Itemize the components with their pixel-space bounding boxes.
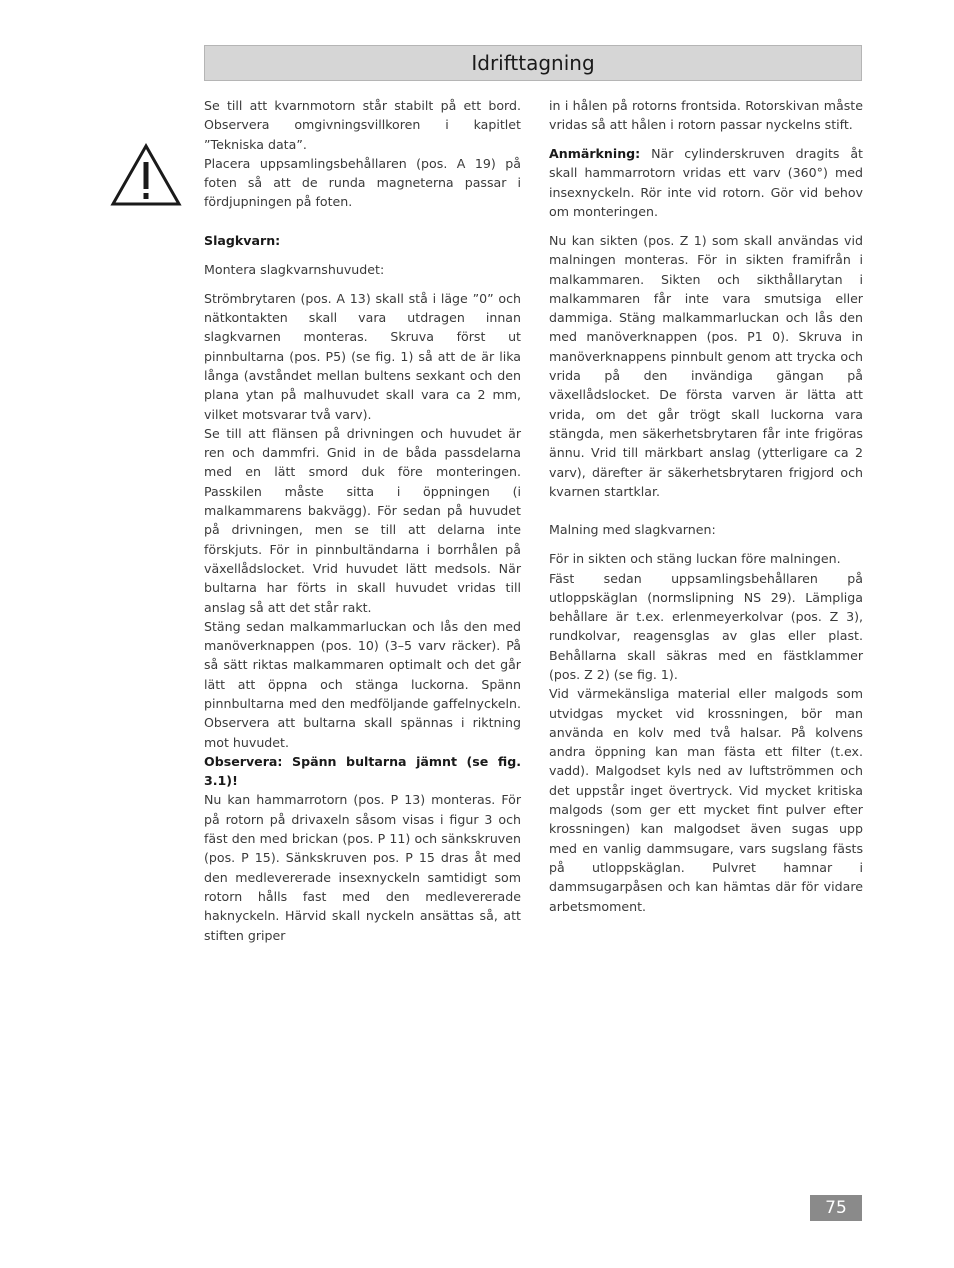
body-paragraph: Stäng sedan malkammarluckan och lås den med manöverknappen (pos. 10) (3–5 varv räcker). På så sätt riktas malkammaren optimalt och det går lätt att öppna och stänga luckorna. Spänn pinnbultarna med den medföljande gaffelnyckeln. Observera att bultarna skall spännas i riktning mot huvudet.: [204, 618, 521, 750]
warning-triangle-icon: [110, 142, 182, 208]
left-column: [204, 96, 521, 945]
intro-paragraph: Placera uppsamlingsbehållaren (pos. A 19) på foten så att de runda magneterna passar i fördjupningen på foten.: [204, 155, 521, 210]
section-heading-slagkvarn: Slagkvarn:: [204, 232, 281, 248]
anmarkning-label: Anmärkning:: [549, 146, 641, 162]
anmarkning-text: När cylinderskruven dragits åt skall hammarrotorn vridas ett varv (360°) med insexnyckeln. Rör inte vid rotorn. Gör vid behov om monteringen.: [549, 146, 863, 220]
intro-paragraph: Se till att kvarnmotorn står stabilt på ett bord. Observera omgivningsvillkoren i kapitlet ”Tekniska data”.: [204, 98, 521, 152]
body-paragraph: Se till att flänsen på drivningen och huvudet är ren och dammfri. Gnid in de båda passdelarna med en lätt smord duk före monteringen. Passkilen måste sitta i öppningen (i malkammarens bakvägg). För sedan på huvudet på drivningen, men se till att delarna inte förskjuts. För in pinnbultändarna i borrhålen på växellådslocket. Vrid huvudet lätt medsols. När bultarna har förts in skall huvudet vridas till anslag så att det står rakt.: [204, 425, 521, 615]
page-title: Idrifttagning: [471, 51, 595, 75]
body-paragraph: Nu kan hammarrotorn (pos. P 13) monteras. För på rotorn på drivaxeln såsom visas i figur 3 och fäst den med brickan (pos. P 11) och sänkskruven (pos. P 15). Sänkskruven pos. P 15 dras åt med den medlevererade insexnyckeln samtidigt som rotorn hålls fast med den medlevererade haknyckeln. Härvid skall nyckeln ansättas så, att stiften griper: [204, 792, 521, 943]
continuation-paragraph: in i hålen på rotorns frontsida. Rotorskivan måste vridas så att hålen i rotorn passar nyckelns stift.: [549, 98, 863, 133]
subheading-malning: Malning med slagkvarnen:: [549, 522, 716, 538]
body-paragraph: Vid värmekänsliga material eller malgods som utvidgas mycket vid krossningen, bör man använda en kolv med två halsar. På kolvens andra öppning kan man fästa ett filter (t.ex. vadd). Malgodset kyls ned av luftströmmen och det uppstår inget övertryck. Vid mycket kritiska malgods (som ger ett mycket fint pulver efter krossningen) kan malgodset även sugas upp med en vanlig dammsugare, vars sugslang fästs på utloppskäglan. Pulvret hamnar i dammsugarpåsen och kan hämtas där för vidare arbetsmoment.: [549, 686, 863, 914]
body-paragraph: Fäst sedan uppsamlingsbehållaren på utloppskäglan (normslipning NS 29). Lämpliga behållare är t.ex. erlenmeyerkolvar (pos. Z 3), rundkolvar, reagensglas av glas eller plast. Behållarna skall säkras med en fästklammer (pos. Z 2) (se fig. 1).: [549, 570, 863, 682]
anmarkning-paragraph: [549, 144, 863, 221]
section-header: [204, 45, 862, 81]
subheading-montera: Montera slagkvarnshuvudet:: [204, 261, 385, 277]
body-paragraph: Strömbrytaren (pos. A 13) skall stå i läge ”0” och nätkontakten skall vara utdragen innan slagkvarnen monteras. Skruva först ut pinnbultarna (pos. P5) (se fig. 1) så att de är lika långa (avståndet mellan bultens sexkant och den plana ytan på malhuvudet skall vara ca 2 mm, vilket motsvarar två varv).: [204, 290, 521, 422]
sikten-paragraph: Nu kan sikten (pos. Z 1) som skall användas vid malningen monteras. För in sikten framifrån i malkammaren. Sikten och sikthållarytan i malkammaren får inte vara smutsiga eller dammiga. Stäng malkammarluckan och lås den med manöverknappen (pos. P1 0). Skruva in manöverknappens pinnbult genom att trycka och vrida på den invändiga gängan på växellådslocket. De första varven är lätta att vrida, om det går trögt skall luckorna vara stängda, men säkerhetsbrytaren får inte frigöras ännu. Vrid till märkbart anslag (ytterligare ca 2 varv), därefter är säkerhetsbrytaren frigjord och kvarnen startklar.: [549, 232, 863, 499]
body-paragraph: För in sikten och stäng luckan före malningen.: [549, 551, 841, 567]
page-number: 75: [810, 1195, 862, 1221]
right-column: [549, 96, 863, 916]
observera-note: Observera: Spänn bultarna jämnt (se fig. 3.1)!: [204, 753, 521, 789]
